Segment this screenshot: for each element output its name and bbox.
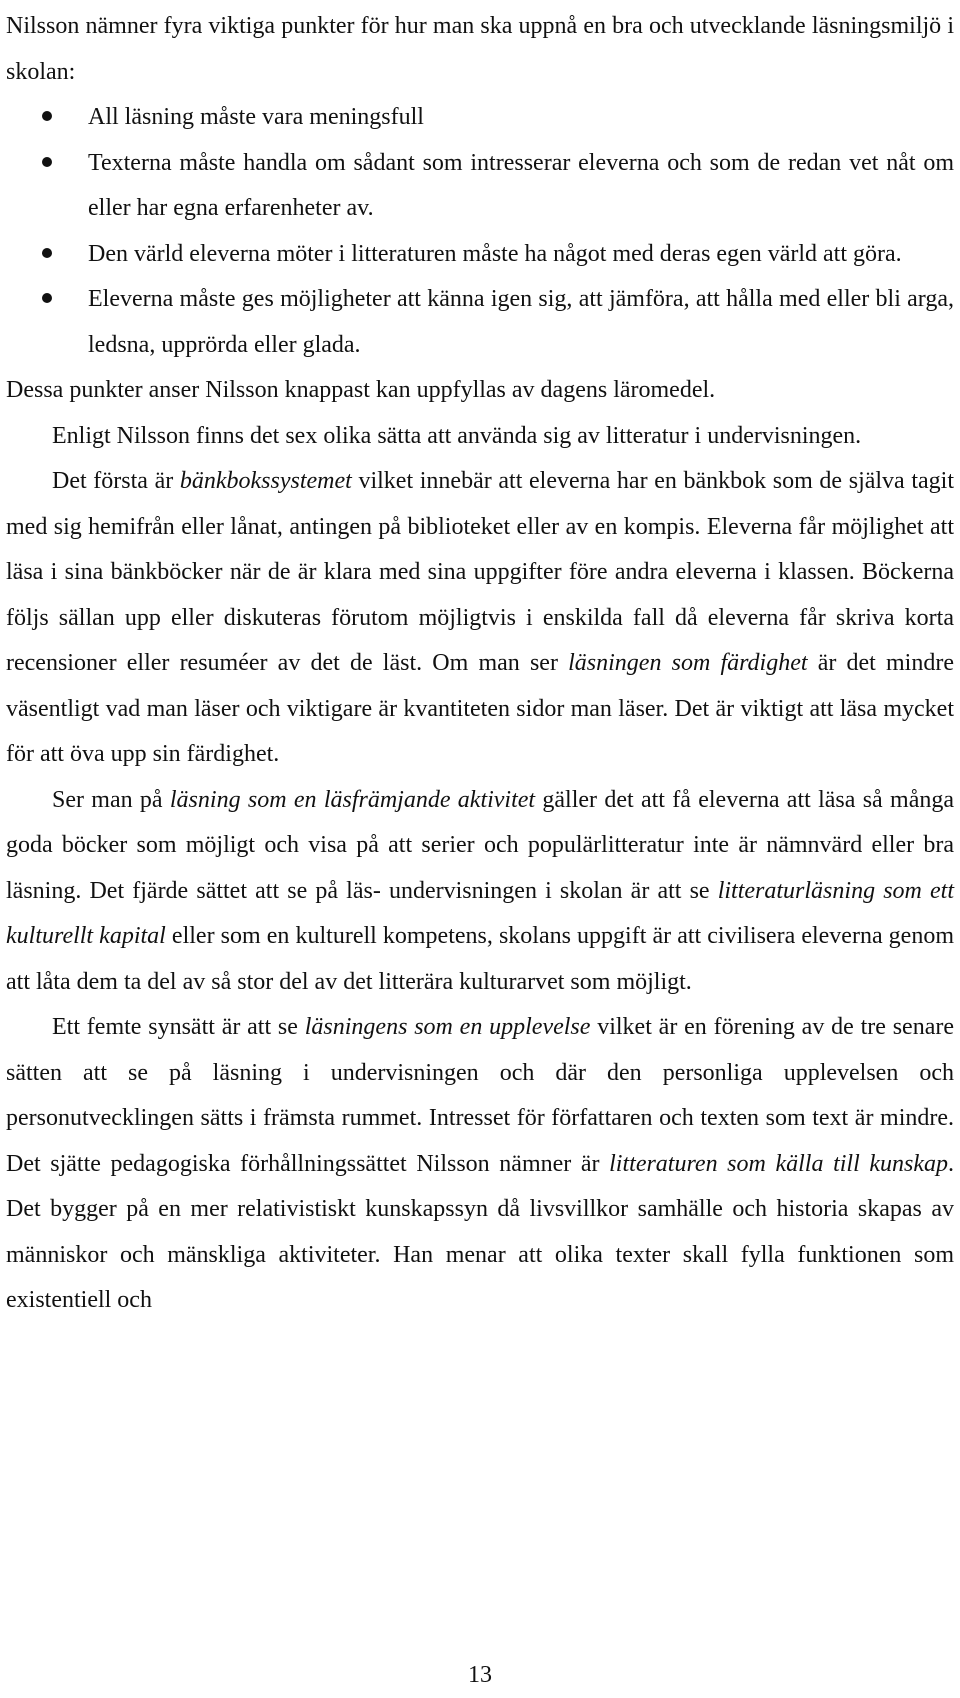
paragraph-forsta [6, 459, 954, 778]
paragraph-ser [6, 778, 954, 1006]
list-item [6, 95, 954, 141]
text-run: Det första är [52, 468, 180, 494]
text-run: eller som en kulturell kompetens, skolans uppgift är att civilisera eleverna genom att låta dem ta del av så stor del av det litterära kulturarvet som möjligt. [6, 923, 954, 995]
list-item [6, 277, 954, 368]
text-run: vilket är en förening av de tre senare sätten att se på läsning i undervisningen och där den personliga upplevelsen och personutvecklingen sätts i främsta rummet. Intresset för författaren och texten som text är mindre. Det sjätte pedagogiska förhållningssättet Nilsson nämner är [6, 1014, 954, 1177]
emphasis-term: läsningen som färdighet [568, 650, 808, 676]
list-item [6, 141, 954, 232]
bullet-icon [42, 248, 52, 258]
emphasis-term: läsningens som en upplevelse [304, 1014, 591, 1040]
list-item-text: Den värld eleverna möter i litteraturen måste ha något med deras egen värld att göra. [88, 240, 902, 267]
emphasis-term: bänkbokssystemet [179, 468, 352, 494]
emphasis-term: läsning som en läsfrämjande aktivitet [169, 786, 536, 813]
text-run: . Det bygger på en mer relativistiskt kunskapssyn då livsvillkor samhälle och historia skapas av människor och mänskliga aktiviteter. Han menar att olika texter skall fylla funktionen som existentiell och [6, 1150, 954, 1313]
text-run: gäller det att få eleverna att läsa så många goda böcker som möjligt och visa på att serier och populärlitteratur inte är nämnvärd eller bra läsning. Det fjärde sättet att se på läs- undervisningen i skolan är att se [6, 786, 954, 904]
emphasis-term: litteraturen som källa till kunskap [609, 1150, 948, 1177]
bullet-icon [42, 293, 52, 303]
bullet-list [6, 95, 954, 368]
text-run: Ser man på [52, 786, 170, 813]
paragraph-dessa: Dessa punkter anser Nilsson knappast kan uppfyllas av dagens läromedel. [6, 377, 716, 403]
list-item-text: Eleverna måste ges möjligheter att känna igen sig, att jämföra, att hålla med eller bli arga, ledsna, upprörda eller glada. [88, 286, 954, 358]
paragraph-enligt: Enligt Nilsson finns det sex olika sätta att använda sig av litteratur i undervisningen. [52, 422, 862, 449]
page-number: 13 [468, 1662, 492, 1688]
paragraph-femte [6, 1005, 954, 1324]
list-item-text: All läsning måste vara meningsfull [88, 104, 424, 130]
text-run: vilket innebär att eleverna har en bänkbok som de själva tagit med sig hemifrån eller lånat, antingen på biblioteket eller av en kompis. Eleverna får möjlighet att läsa i sina bänkböcker när de är klara med sina uppgifter före andra eleverna i klassen. Böckerna följs sällan upp eller diskuteras förutom möjligtvis i enskilda fall då eleverna får skriva korta recensioner eller resuméer av det de läst. Om man ser [6, 468, 954, 676]
emphasis-term: litteraturläsning som ett kulturellt kapital [6, 877, 954, 949]
intro-paragraph: Nilsson nämner fyra viktiga punkter för hur man ska uppnå en bra och utvecklande läsningsmiljö i skolan: [6, 13, 954, 85]
text-run: Ett femte synsätt är att se [52, 1014, 305, 1040]
bullet-icon [42, 111, 52, 121]
document-page [6, 4, 954, 1324]
text-run: är det mindre väsentligt vad man läser och viktigare är kvantiteten sidor man läser. Det är viktigt att läsa mycket för att öva upp sin färdighet. [6, 650, 954, 767]
bullet-icon [42, 157, 52, 167]
list-item [6, 232, 954, 278]
list-item-text: Texterna måste handla om sådant som intresserar eleverna och som de redan vet nåt om eller har egna erfarenheter av. [88, 149, 954, 221]
